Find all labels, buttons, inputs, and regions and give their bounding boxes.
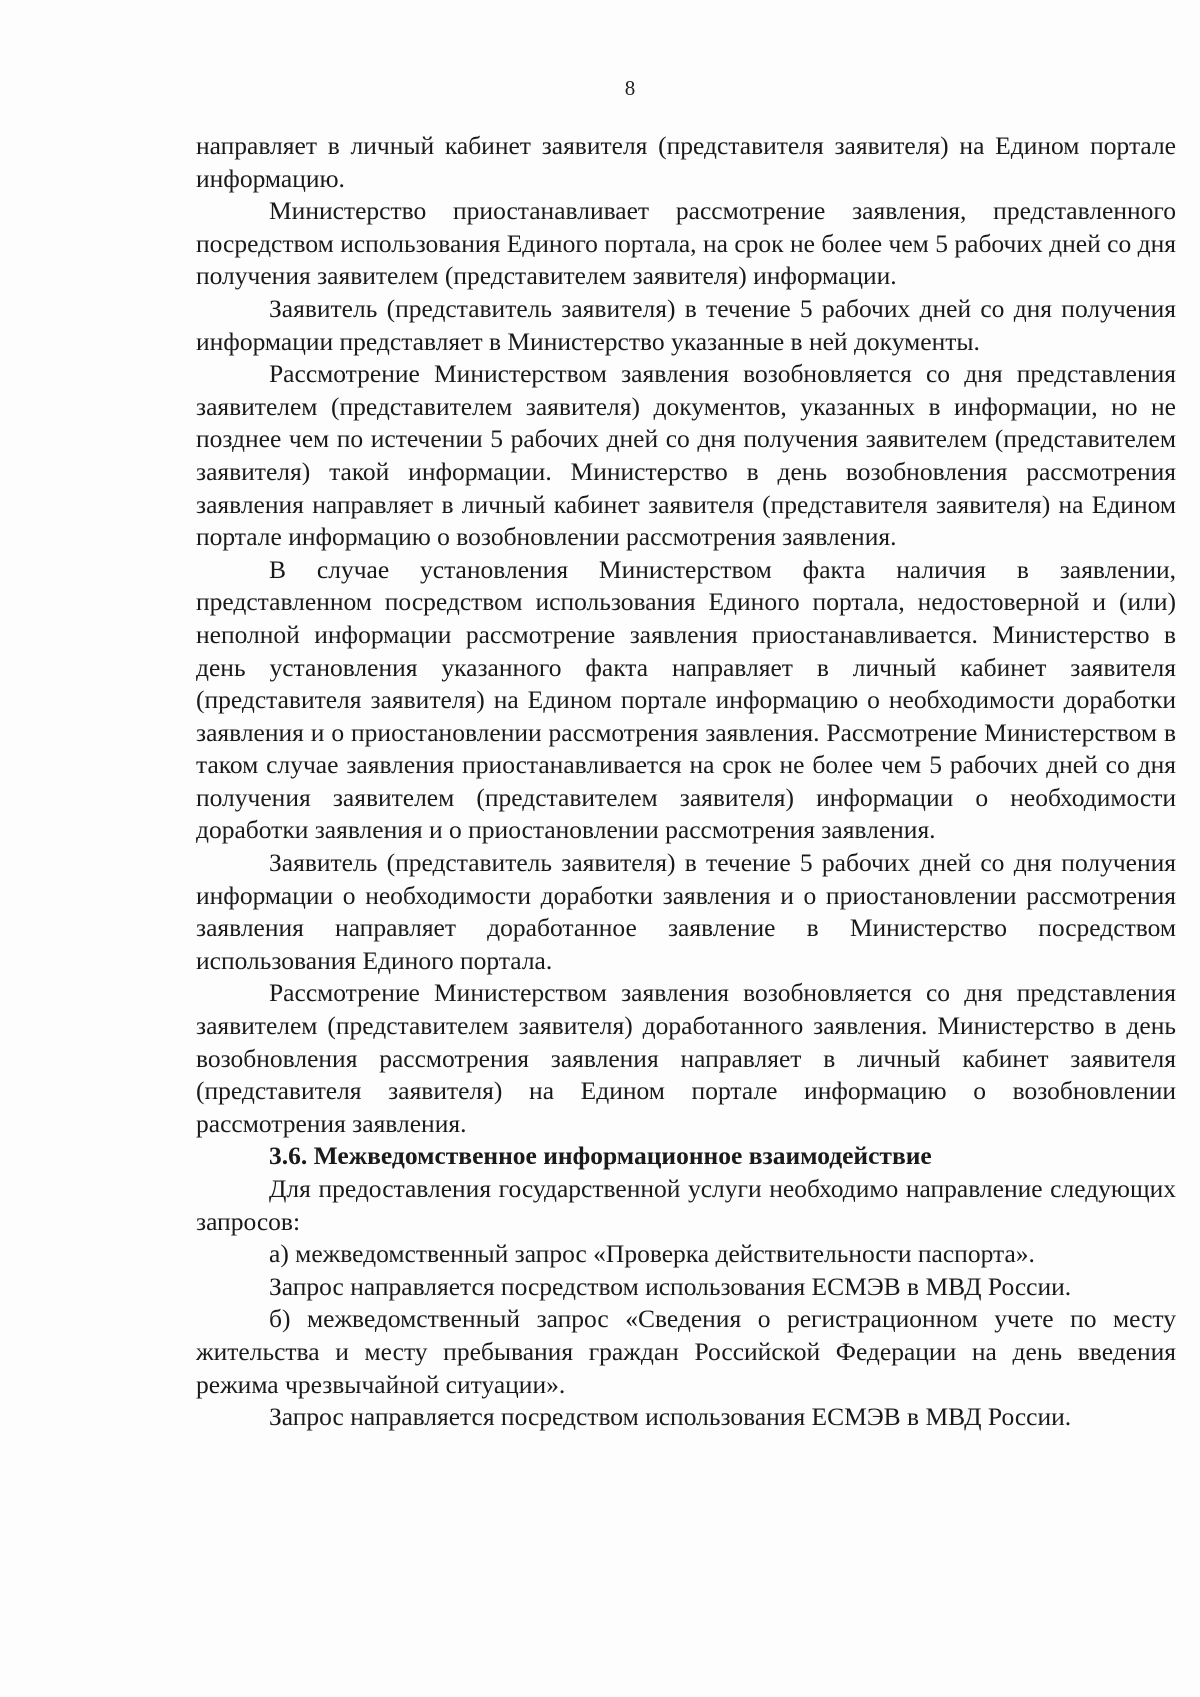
paragraph-resumption: Рассмотрение Министерством заявления возобновляется со дня представления заявителем (представителем заявителя) документов, указанных в информации, но не позднее чем по истечении 5 рабочих дней со дня получения заявителем (представителем заявителя) такой информации. Министерство в день возобновления рассмотрения заявления направляет в личный кабинет заявителя (представителя заявителя) на Едином портале информацию о возобновлении рассмотрения заявления. bbox=[196, 359, 1176, 552]
paragraph-applicant-documents: Заявитель (представитель заявителя) в течение 5 рабочих дней со дня получения информации представляет в Министерство указанные в ней документы. bbox=[196, 293, 1176, 356]
paragraph-requests-intro: Для предоставления государственной услуги необходимо направление следующих запросов: bbox=[196, 1174, 1176, 1236]
paragraph-revised-application: Заявитель (представитель заявителя) в течение 5 рабочих дней со дня получения информации о необходимости доработки заявления и о приостановлении рассмотрения заявления направляет доработанное заявление в Министерство посредством использования Единого портала. bbox=[196, 848, 1176, 975]
page-number: 8 bbox=[624, 76, 636, 100]
list-item-a: а) межведомственный запрос «Проверка действительности паспорта». bbox=[269, 1239, 1035, 1269]
paragraph-request-channel-b: Запрос направляется посредством использования ЕСМЭВ в МВД России. bbox=[269, 1402, 1072, 1432]
list-item-b: б) межведомственный запрос «Сведения о регистрационном учете по месту жительства и месту пребывания граждан Российской Федерации на день введения режима чрезвычайной ситуации». bbox=[196, 1304, 1176, 1399]
paragraph-resumption-revised: Рассмотрение Министерством заявления возобновляется со дня представления заявителем (представителем заявителя) доработанного заявления. Министерство в день возобновления рассмотрения заявления направляет в личный кабинет заявителя (представителя заявителя) на Едином портале информацию о возобновлении рассмотрения заявления. bbox=[196, 978, 1176, 1138]
paragraph-suspension: Министерство приостанавливает рассмотрение заявления, представленного посредством использования Единого портала, на срок не более чем 5 рабочих дней со дня получения заявителем (представителем заявителя) информации. bbox=[196, 196, 1176, 291]
section-heading: 3.6. Межведомственное информационное взаимодействие bbox=[269, 1141, 932, 1171]
paragraph-incomplete-info: В случае установления Министерством факта наличия в заявлении, представленном посредством использования Единого портала, недостоверной и (или) неполной информации рассмотрение заявления приостанавливается. Министерство в день установления указанного факта направляет в личный кабинет заявителя (представителя заявителя) на Едином портале информацию о необходимости доработки заявления и о приостановлении рассмотрения заявления. Рассмотрение Министерством в таком случае заявления приостанавливается на срок не более чем 5 рабочих дней со дня получения заявителем (представителем заявителя) информации о необходимости доработки заявления и о приостановлении рассмотрения заявления. bbox=[196, 554, 1176, 845]
document-body bbox=[196, 130, 1176, 1434]
paragraph-request-channel-a: Запрос направляется посредством использования ЕСМЭВ в МВД России. bbox=[269, 1271, 1072, 1301]
paragraph-continuation: направляет в личный кабинет заявителя (представителя заявителя) на Едином портале информацию. bbox=[196, 131, 1176, 193]
